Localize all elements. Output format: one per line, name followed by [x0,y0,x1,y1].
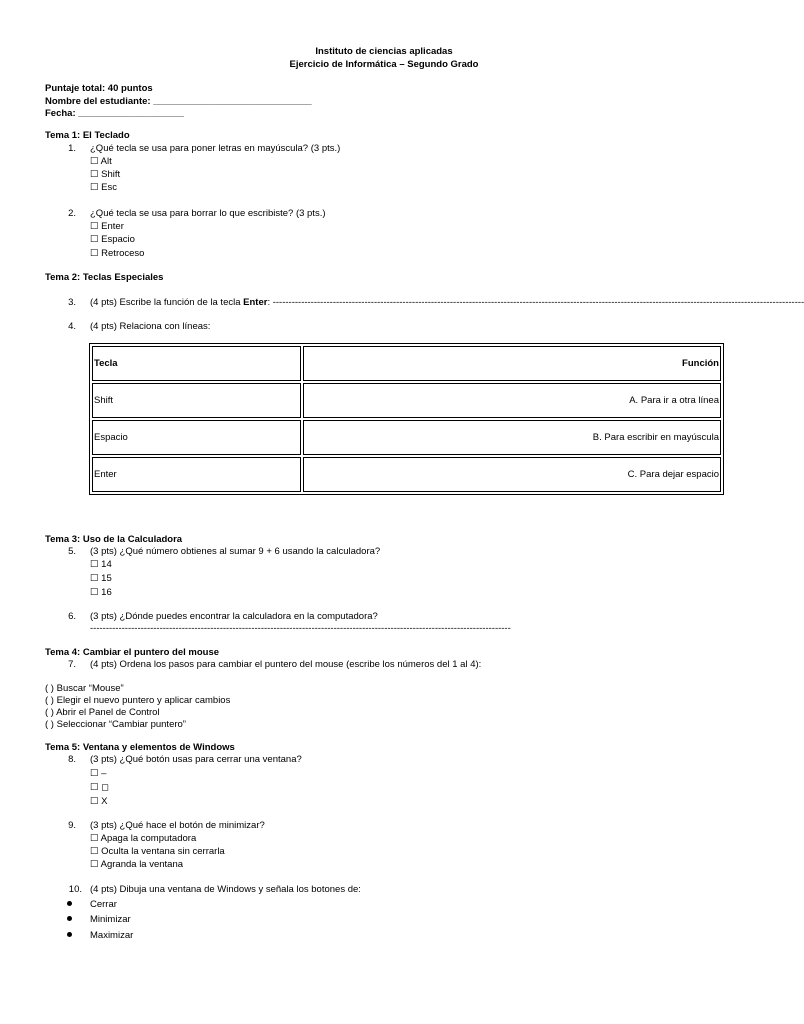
section-title-tema1: Tema 1: El Teclado [45,130,130,141]
step-item[interactable]: ( ) Abrir el Panel de Control [45,707,160,718]
q8-option-maximize[interactable]: ☐ ◻ [90,782,110,793]
q9-option-b[interactable]: ☐ Oculta la ventana sin cerrarla [90,846,225,857]
q8-option-minimize[interactable]: ☐ – [90,768,107,779]
question-1-text: ¿Qué tecla se usa para poner letras en mayúscula? (3 pts.) [90,143,341,154]
answer-line[interactable]: : ------------------------------------------------------------------------------------------------------------------------------------------------------------------------ [267,297,804,308]
question-3-text [90,296,804,309]
date-line: Fecha: ____________________ [45,108,184,119]
institution-title: Instituto de ciencias aplicadas [315,46,453,57]
bullet-icon [67,932,72,937]
table-row [92,420,721,455]
question-number: 1. [68,143,76,154]
section-title-tema3: Tema 3: Uso de la Calculadora [45,534,183,545]
question-number: 5. [68,546,76,557]
q1-option-esc[interactable]: ☐ Esc [90,182,117,193]
question-9-text: (3 pts) ¿Qué hace el botón de minimizar? [90,820,265,831]
q1-option-shift[interactable]: ☐ Shift [90,169,121,180]
question-7-text: (4 pts) Ordena los pasos para cambiar el puntero del mouse (escribe los números del 1 al 4): [90,659,482,670]
q1-option-alt[interactable]: ☐ Alt [90,156,112,167]
cell-function: C. Para dejar espacio [303,457,721,492]
question-2-text: ¿Qué tecla se usa para borrar lo que escribiste? (3 pts.) [90,208,326,219]
q5-option-16[interactable]: ☐ 16 [90,587,112,598]
answer-line[interactable]: ------------------------------------------------------------------------------------------------------------------------------------- [90,623,511,634]
bullet-icon [67,916,72,921]
total-score: Puntaje total: 40 puntos [45,83,153,94]
section-title-tema5: Tema 5: Ventana y elementos de Windows [45,742,235,753]
header-tecla: Tecla [92,346,301,381]
cell-function: B. Para escribir en mayúscula [303,420,721,455]
question-6-text: (3 pts) ¿Dónde puedes encontrar la calculadora en la computadora? [90,611,378,622]
question-number: 10. [68,884,82,895]
question-number: 7. [68,659,76,670]
q8-option-close[interactable]: ☐ X [90,796,108,807]
bullet-item-maximizar: Maximizar [90,930,134,941]
step-item[interactable]: ( ) Buscar “Mouse” [45,683,124,694]
q2-option-retroceso[interactable]: ☐ Retroceso [90,248,145,259]
step-item[interactable]: ( ) Seleccionar “Cambiar puntero” [45,719,186,730]
cell-key: Espacio [92,420,301,455]
section-title-tema4: Tema 4: Cambiar el puntero del mouse [45,647,220,658]
question-number: 2. [68,208,76,219]
q5-option-15[interactable]: ☐ 15 [90,573,112,584]
cell-key: Shift [92,383,301,418]
student-name-line: Nombre del estudiante: ______________________________ [45,96,312,107]
question-number: 4. [68,321,76,332]
q5-option-14[interactable]: ☐ 14 [90,559,112,570]
step-item[interactable]: ( ) Elegir el nuevo puntero y aplicar cambios [45,695,231,706]
q9-option-c[interactable]: ☐ Agranda la ventana [90,859,184,870]
question-5-text: (3 pts) ¿Qué número obtienes al sumar 9 + 6 usando la calculadora? [90,546,381,557]
table-row [92,457,721,492]
question-number: 3. [68,297,76,308]
header-funcion: Función [303,346,721,381]
cell-key: Enter [92,457,301,492]
question-3-prefix: (4 pts) Escribe la función de la tecla [90,297,244,308]
question-4-text: (4 pts) Relaciona con líneas: [90,321,211,332]
document-title: Ejercicio de Informática – Segundo Grado [289,59,479,70]
question-number: 9. [68,820,76,831]
q9-option-a[interactable]: ☐ Apaga la computadora [90,833,197,844]
question-8-text: (3 pts) ¿Qué botón usas para cerrar una ventana? [90,754,302,765]
table-row [92,383,721,418]
section-title-tema2: Tema 2: Teclas Especiales [45,272,164,283]
bullet-icon [67,901,72,906]
bullet-item-minimizar: Minimizar [90,914,131,925]
question-number: 6. [68,611,76,622]
matching-table [89,343,724,495]
question-10-text: (4 pts) Dibuja una ventana de Windows y señala los botones de: [90,884,361,895]
bullet-item-cerrar: Cerrar [90,899,117,910]
q2-option-enter[interactable]: ☐ Enter [90,221,124,232]
cell-function: A. Para ir a otra línea [303,383,721,418]
q2-option-espacio[interactable]: ☐ Espacio [90,234,135,245]
enter-key-label: Enter [243,297,268,308]
question-number: 8. [68,754,76,765]
table-header-row [92,346,721,381]
